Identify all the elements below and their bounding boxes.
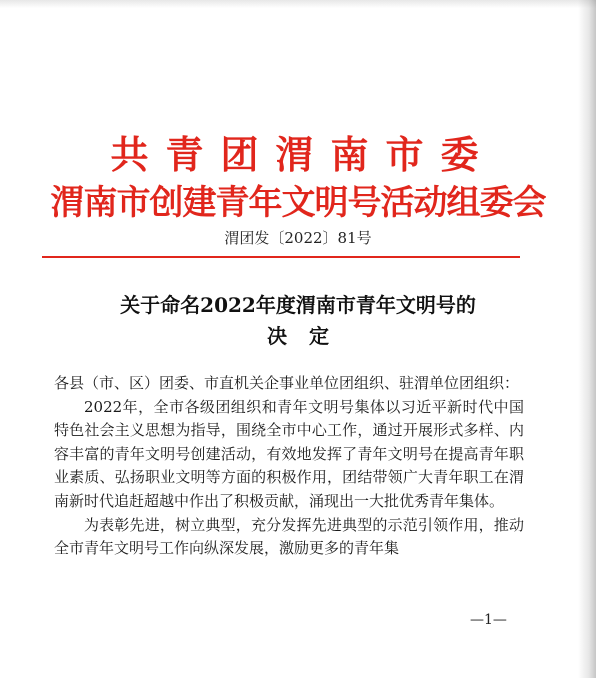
document-number: 渭团发〔2022〕81号 [224, 229, 372, 247]
red-separator-line [42, 256, 520, 258]
document-title-line-1: 关于命名2022年度渭南市青年文明号的 [120, 293, 476, 317]
issuer-line-1: 共青团渭南市委 [110, 132, 496, 177]
issuer-line-2: 渭南市创建青年文明号活动组委会 [50, 183, 546, 223]
salutation: 各县（市、区）团委、市直机关企事业单位团组织、驻渭单位团组织： [54, 374, 520, 392]
document-body [54, 372, 524, 561]
scan-top-edge [0, 0, 596, 8]
body-paragraph-1: 2022年，全市各级团组织和青年文明号集体以习近平新时代中国特色社会主义思想为指导，围绕全市中心工作，通过开展形式多样、内容丰富的青年文明号创建活动，有效地发挥了青年文明号在提高青年职业素质、弘扬职业文明等方面的积极作用，团结带领广大青年职工在渭南新时代追赶超越中作出了积极贡献，涌现出一大批优秀青年集体。 [54, 397, 524, 510]
document-title-line-2: 决定 [267, 324, 351, 348]
body-paragraph-2: 为表彰先进，树立典型，充分发挥先进典型的示范引领作用，推动全市青年文明号工作向纵深发展，激励更多的青年集 [54, 515, 524, 558]
page-number: —1— [470, 612, 507, 628]
